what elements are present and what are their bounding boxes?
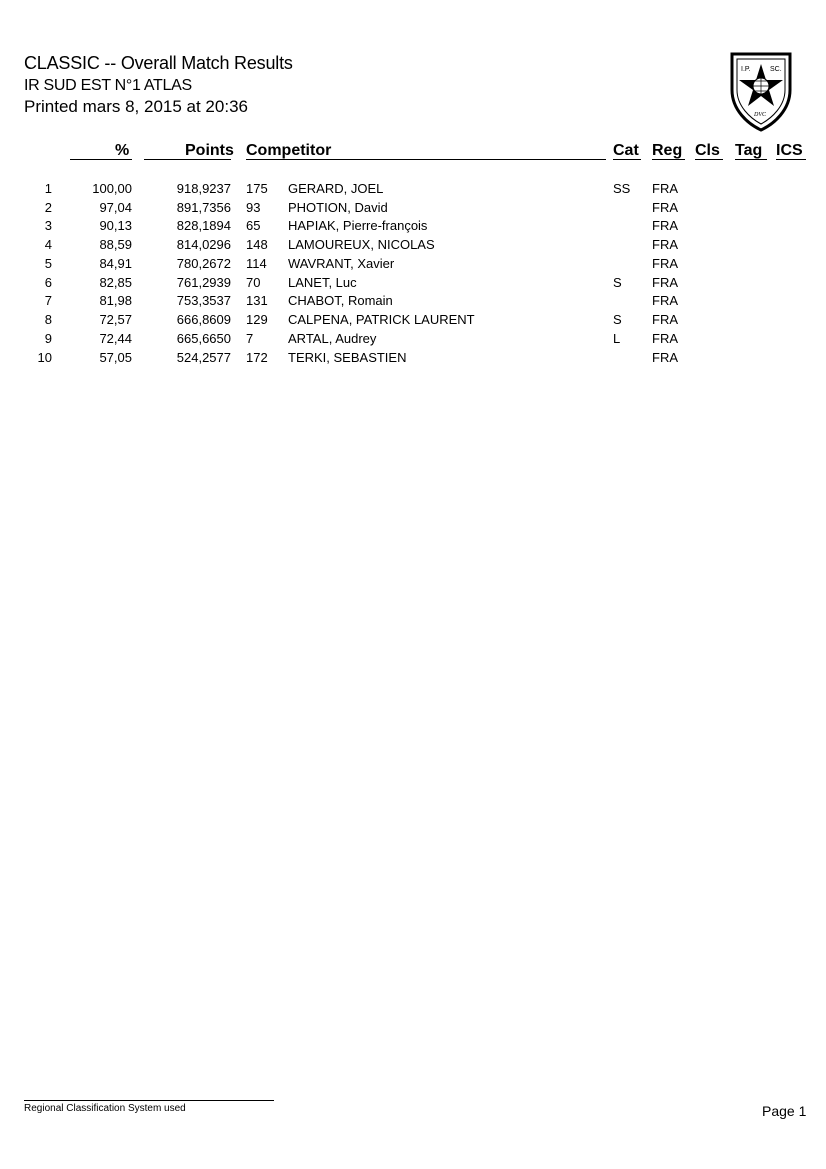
row-pct: 72,57 — [99, 312, 132, 327]
row-competitor-number: 70 — [246, 275, 261, 290]
col-header-competitor: Competitor — [246, 142, 332, 159]
col-underline-competitor — [246, 159, 606, 160]
col-header-cls: Cls — [695, 142, 720, 159]
row-region: FRA — [652, 200, 678, 215]
row-competitor-number: 65 — [246, 218, 261, 233]
row-competitor-number: 175 — [246, 181, 268, 196]
row-place: 10 — [37, 350, 52, 365]
row-competitor-name: TERKI, SEBASTIEN — [288, 350, 407, 365]
row-pct: 90,13 — [99, 218, 132, 233]
row-competitor-name: HAPIAK, Pierre-françois — [288, 218, 428, 233]
row-place: 6 — [44, 275, 52, 290]
row-competitor-name: WAVRANT, Xavier — [288, 256, 395, 271]
row-place: 4 — [44, 237, 52, 252]
row-region: FRA — [652, 237, 678, 252]
page-number: Page 1 — [762, 1103, 807, 1119]
row-region: FRA — [652, 350, 678, 365]
result-row — [0, 331, 826, 350]
row-pct: 88,59 — [99, 237, 132, 252]
col-header-cat: Cat — [613, 142, 639, 159]
col-underline-cat — [613, 159, 641, 160]
result-row — [0, 237, 826, 256]
logo-text-bottom: DVC — [754, 112, 766, 118]
printed-timestamp: Printed mars 8, 2015 at 20:36 — [24, 97, 248, 116]
result-row — [0, 218, 826, 237]
col-header-pct: % — [115, 142, 130, 159]
row-points: 524,2577 — [176, 350, 231, 365]
col-header-points: Points — [185, 142, 234, 159]
col-underline-points — [144, 159, 231, 160]
row-category: S — [613, 312, 622, 327]
row-points: 780,2672 — [176, 256, 231, 271]
row-place: 8 — [44, 312, 52, 327]
row-region: FRA — [652, 275, 678, 290]
logo-text-left: I.P. — [741, 66, 751, 73]
row-place: 3 — [44, 218, 52, 233]
row-place: 9 — [44, 331, 52, 346]
footnote: Regional Classification System used — [24, 1103, 186, 1114]
row-pct: 72,44 — [99, 331, 132, 346]
row-competitor-name: CHABOT, Romain — [288, 293, 393, 308]
col-underline-reg — [652, 159, 685, 160]
row-place: 1 — [44, 181, 52, 196]
row-competitor-number: 114 — [246, 256, 267, 271]
row-competitor-number: 7 — [246, 331, 254, 346]
result-row — [0, 293, 826, 312]
result-row — [0, 275, 826, 294]
col-underline-tag — [735, 159, 767, 160]
row-competitor-number: 172 — [246, 350, 268, 365]
result-row — [0, 200, 826, 219]
row-pct: 81,98 — [99, 293, 132, 308]
col-header-tag: Tag — [735, 142, 763, 159]
col-underline-cls — [695, 159, 723, 160]
row-region: FRA — [652, 218, 678, 233]
logo-text-right: SC. — [770, 66, 782, 73]
result-row — [0, 350, 826, 369]
row-region: FRA — [652, 312, 678, 327]
row-competitor-number: 148 — [246, 237, 268, 252]
row-points: 665,6650 — [176, 331, 231, 346]
row-competitor-number: 129 — [246, 312, 268, 327]
row-pct: 100,00 — [92, 181, 132, 196]
row-points: 814,0296 — [176, 237, 231, 252]
result-row — [0, 181, 826, 200]
row-place: 2 — [44, 200, 52, 215]
col-underline-ics — [776, 159, 806, 160]
row-points: 753,3537 — [176, 293, 231, 308]
footnote-divider — [24, 1100, 274, 1101]
report-title: CLASSIC -- Overall Match Results — [24, 53, 293, 73]
row-pct: 57,05 — [99, 350, 132, 365]
row-pct: 97,04 — [99, 200, 132, 215]
row-region: FRA — [652, 293, 678, 308]
row-region: FRA — [652, 256, 678, 271]
row-place: 7 — [44, 293, 52, 308]
row-competitor-number: 131 — [246, 293, 268, 308]
row-category: L — [613, 331, 621, 346]
match-name: IR SUD EST N°1 ATLAS — [24, 77, 192, 94]
row-place: 5 — [44, 256, 52, 271]
row-pct: 84,91 — [99, 256, 132, 271]
row-category: S — [613, 275, 622, 290]
row-points: 828,1894 — [176, 218, 231, 233]
row-points: 666,8609 — [176, 312, 231, 327]
row-competitor-name: LANET, Luc — [288, 275, 357, 290]
row-pct: 82,85 — [99, 275, 132, 290]
row-competitor-name: CALPENA, PATRICK LAURENT — [288, 312, 475, 327]
col-header-reg: Reg — [652, 142, 683, 159]
row-competitor-name: PHOTION, David — [288, 200, 388, 215]
row-competitor-number: 93 — [246, 200, 261, 215]
row-region: FRA — [652, 181, 678, 196]
row-competitor-name: LAMOUREUX, NICOLAS — [288, 237, 435, 252]
result-row — [0, 312, 826, 331]
row-competitor-name: GERARD, JOEL — [288, 181, 384, 196]
row-competitor-name: ARTAL, Audrey — [288, 331, 377, 346]
row-points: 761,2939 — [176, 275, 231, 290]
col-underline-pct — [70, 159, 132, 160]
ipsc-logo — [728, 50, 794, 132]
row-points: 891,7356 — [176, 200, 231, 215]
result-row — [0, 256, 826, 275]
col-header-ics: ICS — [776, 142, 803, 159]
row-points: 918,9237 — [176, 181, 231, 196]
row-category: SS — [613, 181, 631, 196]
row-region: FRA — [652, 331, 678, 346]
